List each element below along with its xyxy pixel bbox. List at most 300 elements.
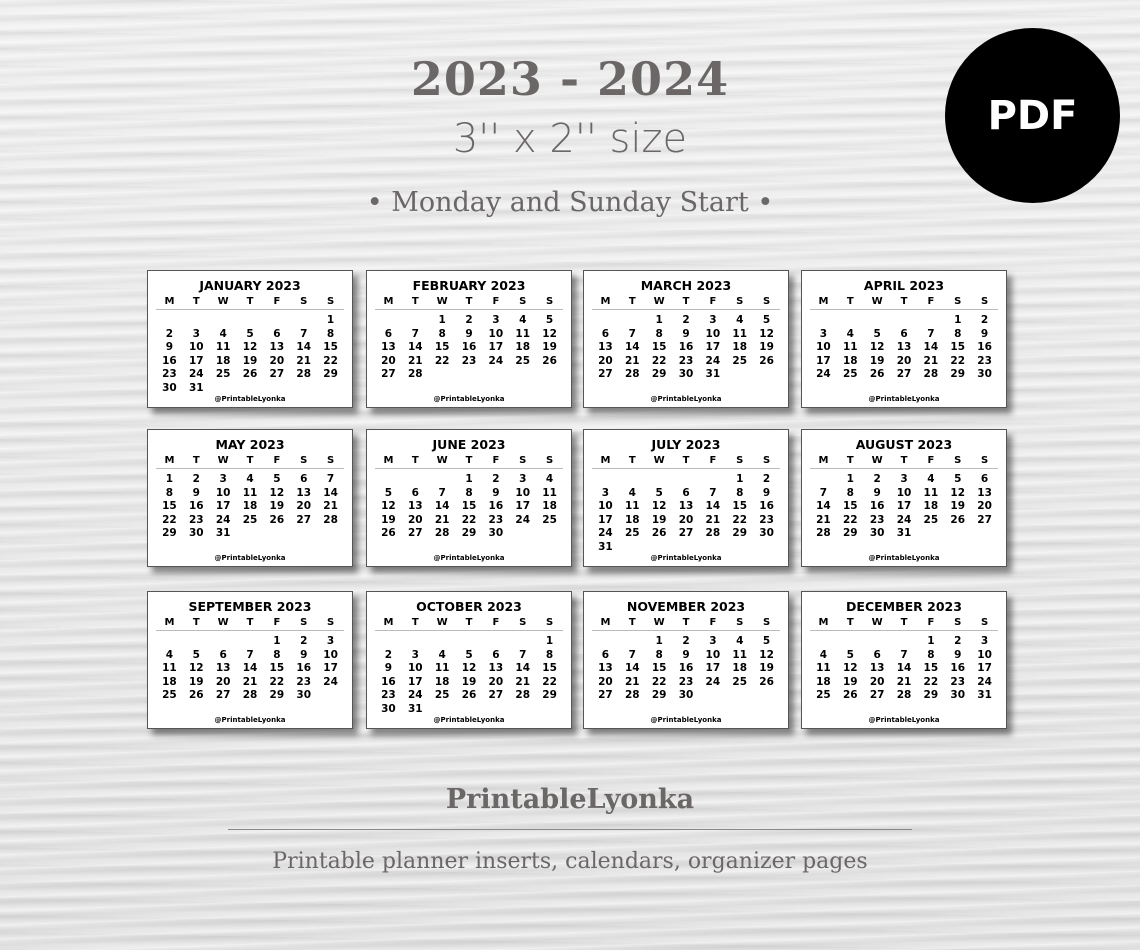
day-cell: 16: [678, 662, 694, 674]
day-cell: 31: [896, 527, 912, 539]
day-cell: 2: [165, 327, 174, 340]
weekday-label: S: [300, 617, 308, 628]
day-cell: 25: [515, 354, 531, 367]
week-row: [156, 473, 344, 487]
day-cell: 2: [682, 314, 690, 326]
week-row: [375, 355, 563, 369]
day-cell: 20: [488, 675, 504, 688]
day-cell: [237, 382, 264, 396]
day-cell: [402, 473, 429, 487]
month-card: [583, 591, 789, 729]
weekday-label: M: [818, 296, 829, 307]
month-card: [583, 270, 789, 408]
day-cell: 21: [923, 354, 939, 367]
day-cell: 18: [515, 341, 531, 353]
day-cell: 7: [246, 648, 254, 661]
weekday-label: T: [411, 296, 419, 307]
day-cell: [810, 635, 837, 649]
day-cell: 5: [465, 648, 473, 661]
weekday-label: S: [545, 617, 554, 628]
day-cell: 5: [273, 473, 281, 485]
month-title: OCTOBER 2023: [416, 599, 522, 614]
day-cell: 12: [381, 500, 396, 512]
day-cell: 19: [842, 675, 858, 688]
day-cell: 15: [651, 341, 667, 353]
day-cell: [183, 635, 210, 649]
week-row: [375, 649, 563, 663]
day-cell: [619, 473, 646, 487]
weekday-label: F: [709, 455, 717, 466]
day-cell: [290, 382, 317, 396]
day-cell: 22: [323, 354, 338, 367]
day-cell: [156, 314, 183, 328]
weekday-label: F: [492, 617, 500, 628]
pdf-badge: PDF: [945, 28, 1120, 203]
day-cell: 30: [678, 368, 694, 380]
day-cell: 7: [326, 473, 335, 485]
years-title: 2023 - 2024: [410, 52, 730, 106]
day-cell: 3: [980, 635, 989, 647]
month-title: JUNE 2023: [432, 437, 506, 452]
day-cell: 13: [977, 486, 992, 499]
day-cell: 30: [950, 689, 966, 701]
weekday-label: S: [736, 617, 744, 628]
day-cell: 11: [732, 648, 748, 661]
weekday-label: T: [628, 455, 636, 466]
month-card: [801, 270, 1007, 408]
day-cell: 5: [192, 648, 200, 661]
day-cell: 20: [407, 513, 423, 526]
week-row: [810, 314, 998, 328]
week-row: [592, 662, 780, 676]
day-cell: 8: [165, 486, 174, 499]
day-cell: [646, 541, 673, 555]
day-cell: 7: [927, 327, 935, 340]
day-cell: [263, 527, 290, 541]
day-cell: [237, 314, 264, 328]
month-title: NOVEMBER 2023: [626, 599, 746, 614]
day-cell: 29: [842, 527, 858, 539]
weekday-label: W: [436, 455, 448, 466]
day-cell: 15: [162, 500, 177, 512]
day-cell: [482, 368, 509, 382]
weekday-label: W: [217, 296, 229, 307]
day-cell: 24: [977, 675, 992, 688]
day-cell: 5: [846, 648, 854, 661]
day-cell: 1: [655, 635, 663, 647]
day-cell: 28: [515, 689, 531, 701]
day-cell: 25: [842, 368, 858, 380]
day-cell: 23: [678, 675, 694, 688]
day-cell: [673, 541, 700, 555]
day-cell: 7: [900, 648, 908, 661]
week-row: [810, 341, 998, 355]
week-row: [592, 314, 780, 328]
day-cell: [864, 635, 891, 649]
weekday-label: S: [762, 617, 771, 628]
day-cell: 7: [819, 486, 828, 499]
weekday-label: M: [600, 617, 611, 628]
day-cell: 29: [923, 689, 939, 701]
day-cell: 10: [705, 327, 721, 340]
month-title: MARCH 2023: [640, 278, 732, 293]
day-cell: 21: [816, 513, 831, 526]
weekday-label: S: [545, 455, 554, 466]
weekday-label: S: [736, 455, 744, 466]
day-cell: 24: [598, 527, 613, 539]
day-cell: 13: [381, 341, 396, 353]
weeks: [156, 473, 344, 541]
day-cell: 3: [519, 473, 527, 485]
card-handle: @PrintableLyonka: [650, 716, 722, 724]
day-cell: 8: [273, 648, 281, 661]
week-row: [156, 355, 344, 369]
day-cell: 27: [269, 368, 285, 380]
weekday-label: S: [762, 455, 771, 466]
day-cell: 28: [434, 527, 450, 539]
day-cell: 12: [542, 327, 557, 340]
week-row: [156, 487, 344, 501]
day-cell: 7: [438, 486, 446, 499]
day-cell: 13: [215, 662, 231, 674]
card-handle: @PrintableLyonka: [650, 554, 722, 562]
week-row: [592, 514, 780, 528]
day-cell: 17: [323, 662, 338, 674]
day-cell: 28: [923, 368, 939, 380]
weekday-label: F: [273, 296, 281, 307]
weekday-label: W: [871, 617, 883, 628]
day-cell: 5: [246, 327, 254, 340]
day-cell: 26: [242, 368, 258, 380]
day-cell: 1: [736, 473, 744, 485]
day-cell: 18: [732, 341, 748, 353]
day-cell: 22: [461, 513, 477, 526]
week-row: [592, 541, 780, 555]
day-cell: 22: [950, 354, 966, 367]
day-cell: 12: [950, 486, 966, 499]
day-cell: 15: [461, 500, 477, 512]
weekday-label: S: [326, 296, 335, 307]
day-cell: 3: [709, 635, 717, 647]
weekday-label: T: [682, 455, 690, 466]
week-row: [375, 314, 563, 328]
day-cell: [482, 703, 509, 717]
day-cell: [592, 473, 619, 487]
card-handle: @PrintableLyonka: [433, 554, 505, 562]
day-cell: 19: [759, 662, 774, 674]
weekday-header: [810, 617, 998, 631]
day-cell: 28: [624, 689, 640, 701]
day-cell: 21: [242, 675, 258, 688]
weekday-header: [156, 617, 344, 631]
day-cell: 2: [384, 648, 393, 661]
day-cell: [917, 314, 944, 328]
size-subtitle: 3'' x 2'' size: [452, 116, 688, 162]
weekday-header: [375, 296, 563, 310]
week-start-note: • Monday and Sunday Start •: [366, 187, 774, 218]
weeks: [810, 635, 998, 703]
day-cell: 1: [438, 314, 446, 326]
day-cell: 9: [682, 327, 690, 340]
day-cell: 1: [846, 473, 854, 485]
day-cell: [619, 314, 646, 328]
weekday-label: F: [927, 296, 935, 307]
day-cell: 16: [678, 341, 694, 353]
day-cell: [263, 314, 290, 328]
weekday-label: F: [492, 296, 500, 307]
day-cell: 17: [188, 354, 204, 367]
day-cell: 26: [759, 675, 774, 688]
day-cell: 23: [950, 675, 966, 688]
day-cell: 26: [842, 689, 858, 701]
weekday-label: T: [465, 617, 473, 628]
day-cell: 10: [323, 648, 338, 661]
day-cell: 15: [434, 341, 450, 353]
day-cell: 17: [598, 513, 613, 526]
day-cell: 18: [624, 513, 640, 526]
week-row: [810, 473, 998, 487]
day-cell: 29: [732, 527, 748, 539]
day-cell: 27: [598, 689, 613, 701]
day-cell: 11: [215, 341, 231, 353]
week-row: [156, 314, 344, 328]
weekday-header: [156, 296, 344, 310]
day-cell: 1: [954, 314, 962, 326]
day-cell: 30: [488, 527, 504, 539]
day-cell: 4: [165, 648, 174, 661]
weekday-label: S: [519, 455, 527, 466]
day-cell: 18: [542, 500, 557, 512]
day-cell: 30: [977, 368, 992, 380]
weekday-label: T: [900, 455, 908, 466]
weekday-label: T: [900, 296, 908, 307]
week-row: [592, 649, 780, 663]
day-cell: 7: [411, 327, 419, 340]
day-cell: 9: [300, 648, 308, 661]
day-cell: [753, 541, 780, 555]
day-cell: 30: [381, 702, 396, 715]
day-cell: 30: [296, 689, 312, 701]
day-cell: 14: [323, 486, 338, 499]
day-cell: 11: [842, 341, 858, 353]
day-cell: 24: [188, 368, 204, 380]
day-cell: 23: [188, 513, 204, 526]
day-cell: 3: [219, 473, 227, 485]
day-cell: 16: [759, 500, 774, 512]
day-cell: 20: [598, 675, 613, 688]
day-cell: 12: [759, 327, 774, 340]
day-cell: 4: [628, 486, 636, 499]
day-cell: 8: [927, 648, 935, 661]
week-row: [810, 355, 998, 369]
day-cell: 7: [709, 486, 717, 499]
day-cell: 26: [461, 689, 477, 701]
day-cell: 30: [759, 527, 774, 539]
weekday-label: T: [846, 296, 854, 307]
day-cell: 28: [624, 368, 640, 380]
day-cell: 29: [461, 527, 477, 539]
day-cell: 13: [869, 662, 885, 674]
weekday-label: S: [300, 296, 308, 307]
day-cell: 10: [188, 341, 204, 353]
day-cell: 17: [515, 500, 531, 512]
week-row: [375, 676, 563, 690]
weekday-label: S: [519, 296, 527, 307]
month-card: [366, 270, 572, 408]
day-cell: 14: [816, 500, 831, 512]
day-cell: 8: [655, 327, 663, 340]
day-cell: 6: [384, 327, 393, 340]
day-cell: 25: [732, 675, 748, 688]
day-cell: [726, 689, 753, 703]
week-row: [156, 341, 344, 355]
day-cell: 21: [323, 500, 338, 512]
day-cell: 14: [296, 341, 312, 353]
weekday-label: W: [653, 296, 665, 307]
day-cell: [456, 635, 483, 649]
day-cell: 12: [188, 662, 204, 674]
day-cell: 19: [461, 675, 477, 688]
weekday-label: W: [436, 617, 448, 628]
day-cell: 1: [273, 635, 281, 647]
weekday-label: T: [246, 296, 254, 307]
day-cell: 26: [542, 354, 557, 367]
day-cell: 23: [759, 513, 774, 526]
day-cell: 18: [162, 675, 177, 688]
day-cell: 4: [545, 473, 554, 485]
weekday-label: M: [164, 296, 175, 307]
day-cell: 10: [488, 327, 504, 340]
week-row: [810, 662, 998, 676]
day-cell: 3: [492, 314, 500, 326]
weekday-label: S: [300, 455, 308, 466]
weekday-label: M: [383, 455, 394, 466]
day-cell: 12: [869, 341, 885, 353]
day-cell: 18: [434, 675, 450, 688]
week-row: [156, 368, 344, 382]
day-cell: 18: [215, 354, 231, 367]
day-cell: 27: [381, 368, 396, 380]
weekday-label: S: [954, 455, 962, 466]
day-cell: [810, 473, 837, 487]
day-cell: 14: [434, 500, 450, 512]
day-cell: [183, 314, 210, 328]
day-cell: 19: [188, 675, 204, 688]
day-cell: 29: [323, 368, 338, 380]
weekday-label: T: [682, 296, 690, 307]
weekday-label: F: [927, 455, 935, 466]
day-cell: 16: [296, 662, 312, 674]
day-cell: 2: [192, 473, 200, 485]
week-row: [156, 382, 344, 396]
day-cell: 1: [326, 314, 335, 326]
weekday-label: M: [383, 617, 394, 628]
day-cell: 7: [519, 648, 527, 661]
weekday-label: M: [600, 455, 611, 466]
day-cell: 26: [188, 689, 204, 701]
day-cell: 12: [759, 648, 774, 661]
day-cell: 18: [842, 354, 858, 367]
day-cell: 26: [269, 513, 285, 526]
day-cell: 6: [601, 648, 610, 661]
day-cell: 17: [215, 500, 231, 512]
day-cell: 9: [165, 341, 174, 353]
weekday-header: [375, 617, 563, 631]
day-cell: [509, 635, 536, 649]
weekday-label: F: [273, 617, 281, 628]
day-cell: 7: [628, 648, 636, 661]
day-cell: 3: [819, 327, 828, 340]
month-title: FEBRUARY 2023: [412, 278, 526, 293]
day-cell: 26: [869, 368, 885, 380]
day-cell: 24: [816, 368, 831, 380]
weekday-label: W: [217, 617, 229, 628]
day-cell: 18: [816, 675, 831, 688]
day-cell: [402, 635, 429, 649]
weekday-header: [592, 617, 780, 631]
day-cell: [317, 382, 344, 396]
weekday-label: S: [980, 455, 989, 466]
day-cell: 14: [705, 500, 721, 512]
day-cell: 25: [732, 354, 748, 367]
weekday-label: T: [411, 455, 419, 466]
month-title: JULY 2023: [651, 437, 721, 452]
weekday-label: M: [164, 455, 175, 466]
day-cell: 20: [678, 513, 694, 526]
day-cell: 29: [162, 527, 177, 539]
day-cell: [509, 703, 536, 717]
day-cell: 8: [545, 648, 554, 661]
day-cell: 9: [873, 486, 881, 499]
card-handle: @PrintableLyonka: [868, 395, 940, 403]
week-row: [375, 368, 563, 382]
week-row: [592, 341, 780, 355]
weekday-header: [375, 455, 563, 469]
day-cell: 28: [896, 689, 912, 701]
weekday-label: T: [900, 617, 908, 628]
day-cell: 28: [242, 689, 258, 701]
day-cell: 20: [215, 675, 231, 688]
day-cell: 31: [407, 702, 423, 715]
day-cell: 4: [819, 648, 828, 661]
day-cell: [482, 635, 509, 649]
day-cell: 25: [624, 527, 640, 539]
day-cell: [237, 527, 264, 541]
day-cell: 5: [873, 327, 881, 340]
day-cell: 31: [188, 381, 204, 394]
weekday-label: F: [709, 296, 717, 307]
weekday-label: T: [682, 617, 690, 628]
day-cell: 7: [628, 327, 636, 340]
day-cell: 4: [219, 327, 227, 340]
card-handle: @PrintableLyonka: [433, 395, 505, 403]
weekday-label: W: [653, 617, 665, 628]
weekday-header: [810, 296, 998, 310]
day-cell: 22: [732, 513, 748, 526]
day-cell: 20: [296, 500, 312, 512]
day-cell: 9: [682, 648, 690, 661]
day-cell: [290, 527, 317, 541]
day-cell: [726, 368, 753, 382]
day-cell: 28: [323, 513, 338, 526]
day-cell: [210, 314, 237, 328]
day-cell: 24: [215, 513, 231, 526]
day-cell: 11: [542, 486, 557, 499]
day-cell: [971, 527, 998, 541]
day-cell: [456, 703, 483, 717]
day-cell: 11: [923, 486, 939, 499]
card-handle: @PrintableLyonka: [868, 716, 940, 724]
